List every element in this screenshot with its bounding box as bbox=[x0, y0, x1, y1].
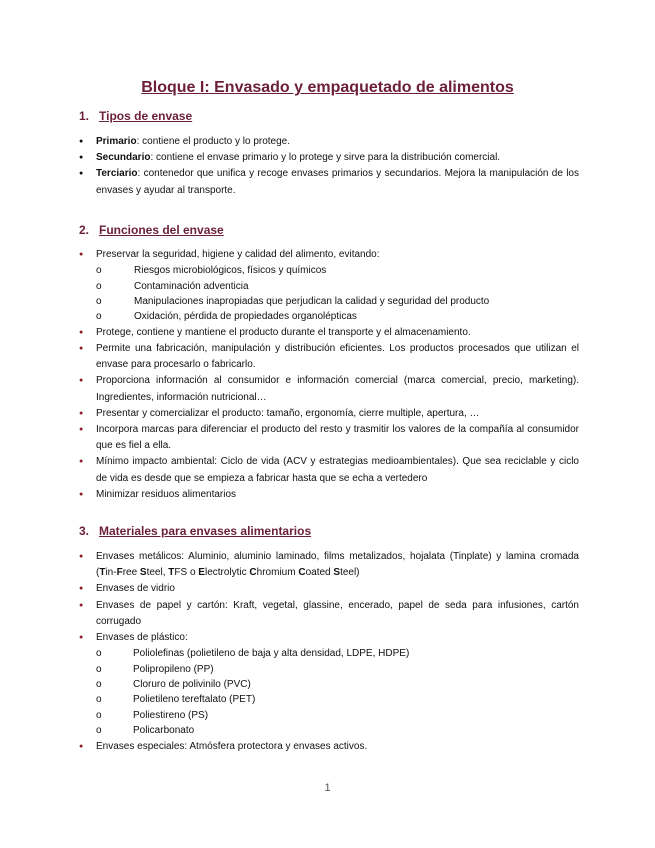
sub-item bbox=[96, 708, 579, 723]
sub-item bbox=[96, 263, 579, 278]
sub-list bbox=[96, 263, 579, 325]
section-title: Materiales para envases alimentarios bbox=[99, 524, 312, 538]
sub-item bbox=[96, 723, 579, 738]
list-item bbox=[79, 150, 579, 166]
sub-item bbox=[96, 662, 579, 677]
sub-bullet: o bbox=[96, 311, 102, 323]
sub-item-text: Poliolefinas (polietileno de baja y alta densidad, LDPE, HDPE) bbox=[133, 648, 410, 660]
list-item bbox=[79, 549, 579, 581]
sub-list bbox=[96, 646, 579, 738]
sub-item-text: Cloruro de polivinilo (PVC) bbox=[133, 679, 251, 691]
section-title: Funciones del envase bbox=[99, 223, 224, 237]
list-item bbox=[79, 134, 579, 150]
section-2-list bbox=[79, 247, 579, 503]
definition: : contenedor que unifica y recoge envases primarios y secundarios. Mejora la manipulación de los envases y ayudar al transporte. bbox=[96, 168, 579, 196]
list-item: ● Protege, contiene y mantiene el producto durante el transporte y el almacenamiento. bbox=[79, 325, 579, 341]
list-item bbox=[79, 630, 579, 739]
sub-bullet: o bbox=[96, 296, 102, 308]
sub-item bbox=[96, 279, 579, 294]
list-item: ● Permite una fabricación, manipulación y distribución eficientes. Los productos procesados que utilizan el envase para procesarlo o fabricarlo. bbox=[79, 341, 579, 373]
list-item: ● Proporciona información al consumidor e información comercial (marca comercial, precio, marketing). Ingredientes, información nutricional… bbox=[79, 373, 579, 405]
definition: : contiene el envase primario y lo protege y sirve para la distribución comercial. bbox=[150, 152, 501, 164]
term: Secundario bbox=[96, 152, 151, 164]
sub-item-text: Polipropileno (PP) bbox=[133, 663, 214, 675]
sub-item bbox=[96, 646, 579, 661]
list-item: ● Envases de vidrio bbox=[79, 581, 579, 597]
sub-item bbox=[96, 309, 579, 324]
list-item: ● Presentar y comercializar el producto: tamaño, ergonomía, cierre multiple, apertura, … bbox=[79, 406, 579, 422]
page-number: 1 bbox=[324, 782, 331, 794]
list-item bbox=[79, 166, 579, 198]
sub-bullet: o bbox=[96, 679, 102, 691]
section-1-list bbox=[79, 134, 579, 199]
section-heading-1 bbox=[79, 109, 192, 123]
sub-bullet: o bbox=[96, 663, 102, 675]
sub-bullet: o bbox=[96, 648, 102, 660]
sub-bullet: o bbox=[96, 694, 102, 706]
section-number: 3. bbox=[79, 524, 90, 538]
list-item bbox=[79, 247, 579, 325]
sub-bullet: o bbox=[96, 280, 102, 292]
sub-item-text: Poliestireno (PS) bbox=[133, 709, 209, 721]
item-text-tail: Tin-Free Steel, TFS o Electrolytic Chromium Coated Steel) bbox=[99, 567, 360, 579]
sub-bullet: o bbox=[96, 265, 102, 277]
section-title: Tipos de envase bbox=[99, 109, 193, 123]
sub-item-text: Contaminación adventicia bbox=[134, 280, 249, 292]
sub-bullet: o bbox=[96, 725, 102, 737]
section-number: 2. bbox=[79, 223, 90, 237]
term: Primario bbox=[96, 136, 137, 147]
list-item: ● Mínimo impacto ambiental: Ciclo de vida (ACV y estrategias medioambientales). Que sea reciclable y ciclo de vida es desde que se empieza a fabricar hasta que se echa a vertedero bbox=[79, 454, 579, 486]
list-item: ● Incorpora marcas para diferenciar el producto del resto y trasmitir los valores de la compañía al consumidor que es fiel a ella. bbox=[79, 422, 579, 454]
sub-item bbox=[96, 677, 579, 692]
sub-item-text: Polietileno tereftalato (PET) bbox=[133, 694, 256, 706]
sub-item-text: Riesgos microbiológicos, físicos y químicos bbox=[134, 265, 327, 277]
list-item: ● Minimizar residuos alimentarios bbox=[79, 487, 579, 503]
list-item: ● Envases especiales: Atmósfera protectora y envases activos. bbox=[79, 739, 579, 755]
item-text: Preservar la seguridad, higiene y calidad del alimento, evitando: bbox=[96, 249, 380, 260]
term: Terciario bbox=[96, 168, 138, 180]
sub-item bbox=[96, 294, 579, 309]
section-heading-2 bbox=[79, 223, 224, 237]
sub-item bbox=[96, 692, 579, 707]
item-text: Envases de plástico: bbox=[96, 632, 188, 644]
sub-bullet: o bbox=[96, 709, 102, 721]
document-title: Bloque I: Envasado y empaquetado de alimentos bbox=[141, 79, 514, 96]
section-3-list bbox=[79, 549, 579, 755]
definition: : contiene el producto y lo protege. bbox=[136, 136, 291, 147]
section-number: 1. bbox=[79, 109, 90, 123]
sub-item-text: Manipulaciones inapropiadas que perjudican la calidad y seguridad del producto bbox=[134, 296, 490, 308]
sub-item-text: Policarbonato bbox=[133, 725, 195, 737]
sub-item-text: Oxidación, pérdida de propiedades organolépticas bbox=[134, 311, 357, 323]
item-text: Envases metálicos: Aluminio, aluminio laminado, films metalizados, hojalata (Tinplate) y lamina cromada ( bbox=[96, 551, 579, 579]
section-heading-3 bbox=[79, 524, 311, 538]
list-item: ● Envases de papel y cartón: Kraft, vegetal, glassine, encerado, papel de seda para infusiones, cartón corrugado bbox=[79, 598, 579, 630]
